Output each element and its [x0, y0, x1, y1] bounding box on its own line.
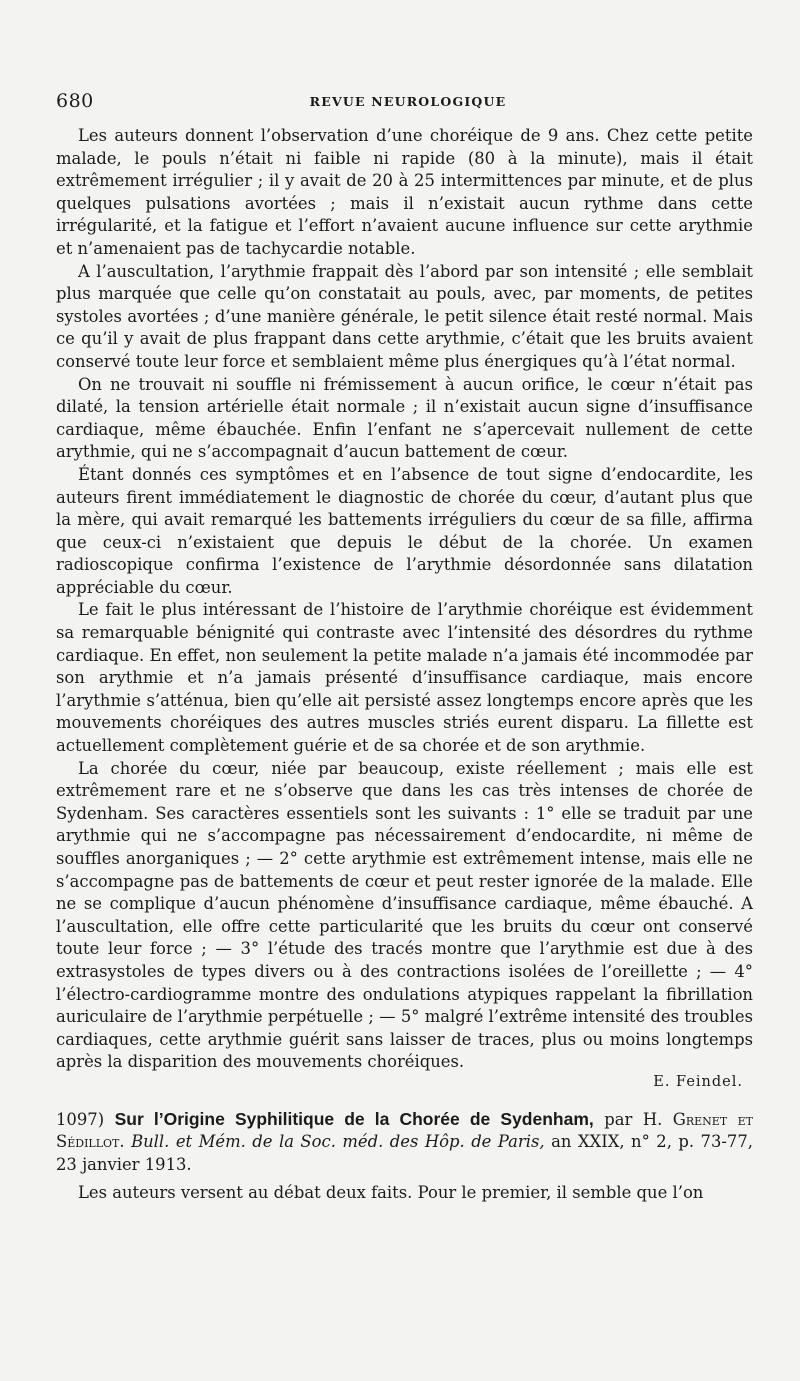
abstract-authors: H. Grenet et Sédillot. [56, 1109, 753, 1152]
abstract-by: par [604, 1109, 633, 1129]
abstract-title: Sur l’Origine Syphilitique de la Chorée de Sydenham, [114, 1108, 594, 1129]
abstract-journal: Bull. et Mém. de la Soc. méd. des Hôp. de Paris, [131, 1132, 545, 1152]
paragraph: La chorée du cœur, niée par beaucoup, existe réellement ; mais elle est extrêmement rare et ne s’observe que dans les cas très intenses de chorée de Sydenham. Ses caractères essentiels sont les suivants : 1° elle se traduit par une arythmie qui ne s’accompagne pas nécessairement d’endocardite, ni même de souffles anorganiques ; — 2° cette arythmie est extrêmement intense, mais elle ne s’accompagne pas de battements de cœur et peut rester ignorée de la malade. Elle ne se complique d’aucun phénomène d’insuffisance cardiaque, même ébauché. A l’auscultation, elle offre cette particularité que les bruits du cœur ont conservé toute leur force ; — 3° l’étude des tracés montre que l’arythmie est due à des extrasystoles de types divers ou à des contractions isolées de l’oreillette ; — 4° l’électro-cardiogramme montre des ondulations atypiques rappelant la fibrillation auriculaire de l’arythmie perpétuelle ; — 5° malgré l’extrême intensité des troubles cardiaques, cette arythmie guérit sans laisser de traces, plus ou moins longtemps après la disparition des mouvements choréiques. [56, 758, 753, 1072]
page-header [56, 90, 760, 110]
paragraph: On ne trouvait ni souffle ni frémissement à aucun orifice, le cœur n’était pas dilaté, la tension artérielle était normale ; il n’existait aucun signe d’insuffisance cardiaque, même ébauchée. Enfin l’enfant ne s’apercevait nullement de cette arythmie, qui ne s’accompagnait d’aucun battement de cœur. [56, 374, 753, 462]
running-title: REVUE NEUROLOGIQUE [309, 94, 507, 109]
paragraph: A l’auscultation, l’arythmie frappait dès l’abord par son intensité ; elle semblait plus marquée que celle qu’on constatait au pouls, avec, par moments, de petites systoles avortées ; d’une manière générale, le petit silence était resté normal. Mais ce qu’il y avait de plus frappant dans cette arythmie, c’était que les bruits avaient conservé toute leur force et semblaient même plus énergiques qu’à l’état normal. [56, 261, 753, 371]
paragraph: Les auteurs versent au débat deux faits. Pour le premier, il semble que l’on [78, 1183, 704, 1203]
paragraph: Le fait le plus intéressant de l’histoire de l’arythmie choréique est évidemment sa remarquable bénignité qui contraste avec l’intensité des désordres du rythme cardiaque. En effet, non seulement la petite malade n’a jamais été incommodée par son arythmie et n’a jamais présenté d’insuffisance cardiaque, mais encore l’arythmie s’atténua, bien qu’elle ait persisté assez longtemps encore après que les mouvements choréiques des autres muscles striés eurent disparu. La fillette est actuellement complètement guérie et de sa chorée et de son arythmie. [56, 600, 753, 756]
page-number: 680 [56, 90, 94, 112]
abstract-number: 1097) [56, 1109, 105, 1129]
abstract-citation: an XXIX, n° 2, p. 73-77, 23 janvier 1913. [56, 1132, 753, 1174]
paragraph: Étant donnés ces symptômes et en l’absence de tout signe d’endocardite, les auteurs firent immédiatement le diagnostic de chorée du cœur, d’autant plus que la mère, qui avait remarqué les battements irréguliers du cœur de sa fille, affirma que ceux-ci n’existaient que depuis le début de la chorée. Un examen radioscopique confirma l’existence de l’arythmie désordonnée sans dilatation appréciable du cœur. [56, 464, 753, 597]
article-body [56, 125, 753, 1205]
signature: E. Feindel. [653, 1073, 743, 1090]
paragraph: Les auteurs donnent l’observation d’une choréique de 9 ans. Chez cette petite malade, le pouls n’était ni faible ni rapide (80 à la minute), mais il était extrêmement irrégulier ; il y avait de 20 à 25 intermittences par minute, et de plus quelques pulsations avortées ; mais il n’existait aucun rythme dans cette irrégularité, et la fatigue et l’effort n’avaient aucune influence sur cette arythmie et n’amenaient pas de tachycardie notable. [56, 126, 753, 258]
abstract-heading [56, 1108, 753, 1177]
